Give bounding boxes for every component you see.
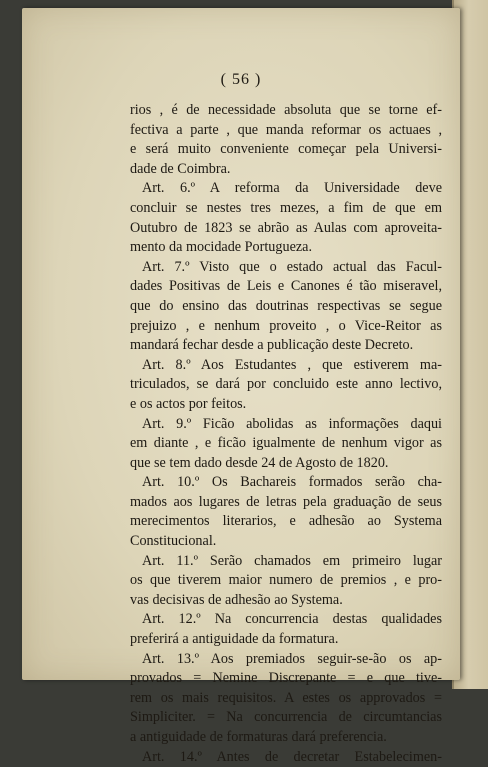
- text-line: rios , é de necessidade absoluta que se torne ef-: [130, 102, 442, 118]
- text-line: Art. 11.º Serão chamados em primeiro lugar: [142, 552, 442, 569]
- text-line: merecimentos literarios, e adhesão ao Systema: [130, 513, 442, 530]
- text-line: dade de Coimbra.: [130, 160, 231, 177]
- text-line: provados = Nemine Discrepante = e que tive-: [130, 670, 442, 687]
- text-line: vas decisivas de adhesão ao Systema.: [130, 591, 343, 608]
- text-line: Art. 10.º Os Bachareis formados serão cha-: [142, 474, 442, 491]
- text-line: prejuizo , e nenhum proveito , o Vice-Reitor as: [130, 317, 442, 334]
- text-line: Art. 9.º Ficão abolidas as informações daqui: [142, 415, 442, 432]
- text-line: Art. 6.º A reforma da Universidade deve: [142, 180, 442, 197]
- text-line: mandará fechar desde a publicação deste Decreto.: [130, 337, 414, 354]
- text-line: a antiguidade de formaturas dará preferencia.: [130, 729, 387, 745]
- text-line: Art. 7.º Visto que o estado actual das Facul-: [142, 258, 442, 275]
- body-text: [130, 101, 442, 767]
- text-line: Art. 13.º Aos premiados seguir-se-ão os ap-: [142, 650, 442, 667]
- text-line: Outubro de 1823 se abrão as Aulas com aproveita-: [130, 219, 442, 236]
- text-line: fectiva a parte , que manda reformar os actuaes ,: [130, 121, 442, 138]
- text-line: e será muito conveniente começar pela Universi-: [130, 141, 442, 158]
- text-line: Art. 14.º Antes de decretar Estabelecimen-: [142, 748, 442, 765]
- text-line: que se tem dado desde 24 de Agosto de 1820.: [130, 454, 389, 471]
- text-line: concluir se nestes tres mezes, a fim de que em: [130, 199, 442, 216]
- page-number: ( 56 ): [220, 71, 262, 88]
- text-line: Simpliciter. = Na concurrencia de circumtancias: [130, 709, 442, 726]
- text-line: mento da mocidade Portugueza.: [130, 239, 313, 256]
- text-line: preferirá a antiguidade da formatura.: [130, 631, 339, 648]
- text-line: Art. 12.º Na concurrencia destas qualidades: [142, 611, 442, 628]
- document-page: [22, 8, 460, 765]
- text-line: e os actos por feitos.: [130, 395, 247, 412]
- text-line: Constitucional.: [130, 533, 217, 550]
- text-line: Art. 8.º Aos Estudantes , que estiverem ma-: [142, 356, 442, 373]
- text-line: que do ensino das doutrinas respectivas se segue: [130, 297, 442, 314]
- text-line: mados aos lugares de letras pela graduação de seus: [130, 493, 442, 510]
- text-line: dades Positivas de Leis e Canones é tão miseravel,: [130, 278, 442, 295]
- text-line: triculados, se dará por concluido este anno lectivo,: [130, 376, 442, 393]
- text-line: os que tiverem maior numero de premios , e pro-: [130, 572, 442, 589]
- text-line: rem os mais requisitos. A estes os approvados =: [130, 689, 442, 706]
- text-line: em diante , e ficão igualmente de nenhum vigor as: [130, 435, 442, 452]
